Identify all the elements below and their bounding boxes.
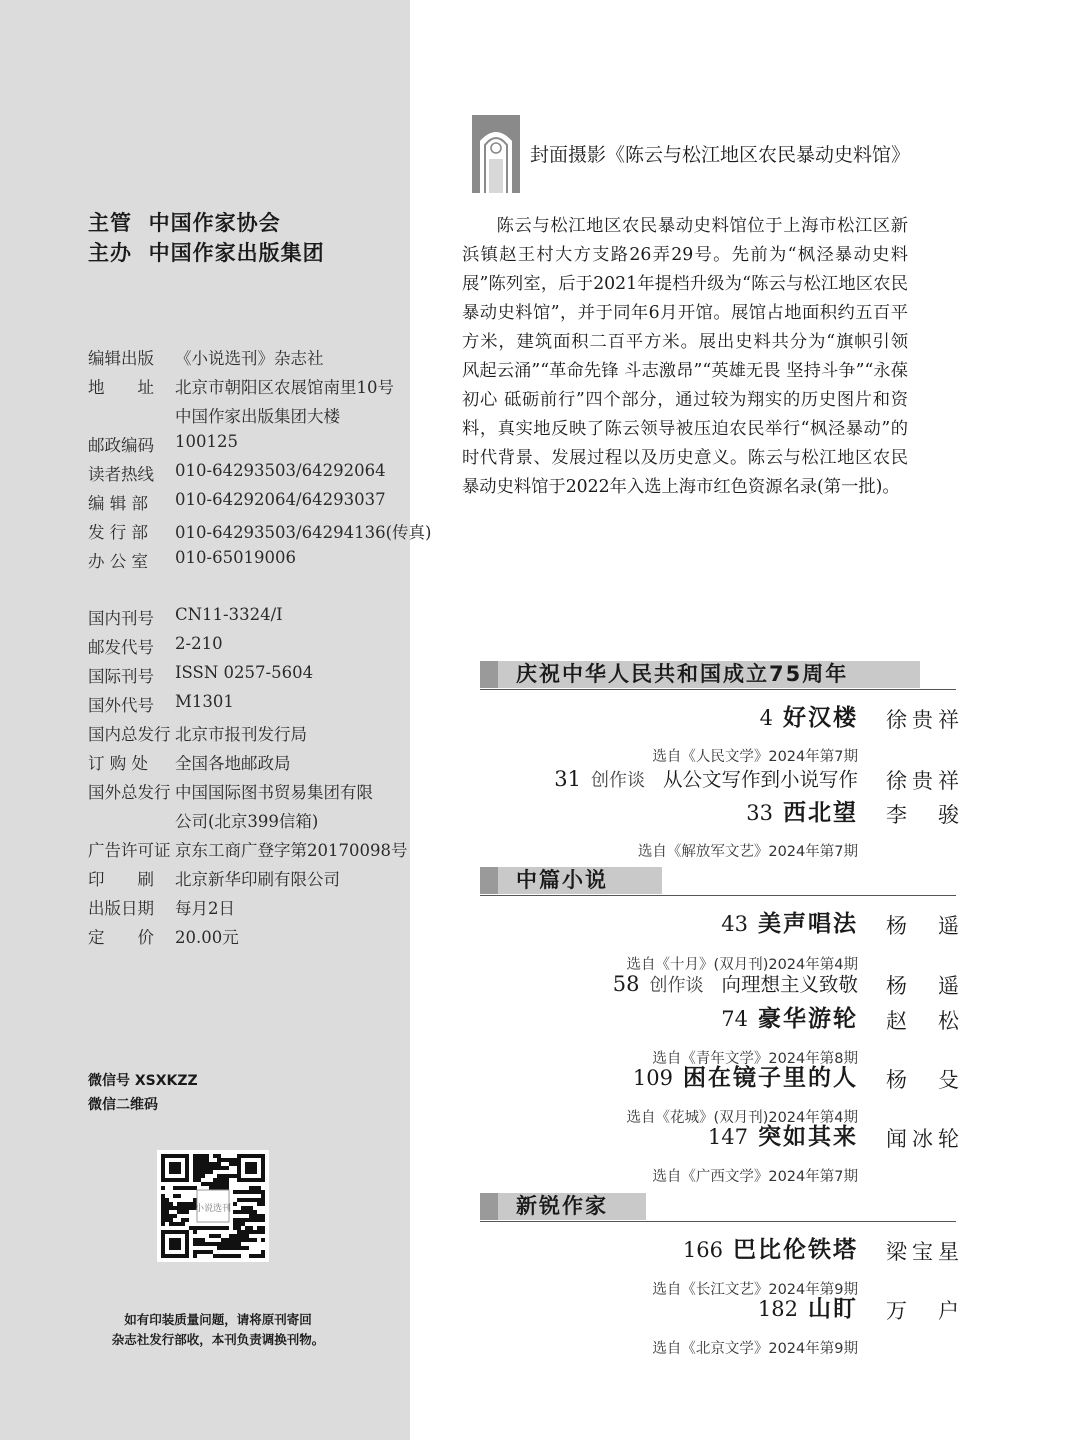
quality-notice-line1: 如有印装质量问题，请将原刊寄回: [124, 1312, 312, 1327]
toc-entry-title: 从公文写作到小说写作: [662, 768, 858, 791]
toc-entry-title: 美声唱法: [758, 911, 858, 937]
section-title: 中篇小说: [516, 868, 608, 892]
toc-entry-author: 李 骏: [886, 803, 964, 827]
toc-entry-source: 选自《人民文学》2024年第7期: [652, 749, 858, 765]
info-label: 编辑出版: [88, 349, 154, 368]
toc-entry-title: 巴比伦铁塔: [733, 1237, 858, 1263]
section-header-bar: [480, 1193, 646, 1220]
toc-entry-author: 杨 殳: [886, 1068, 964, 1092]
toc-page-number: 147: [707, 1125, 748, 1149]
toc-entry-title: 向理想主义致敬: [721, 973, 858, 996]
toc-entry-main: [760, 701, 858, 737]
toc-entry-title: 西北望: [783, 800, 858, 826]
toc-entry-main: [683, 1233, 858, 1269]
info-value: 100125: [175, 432, 238, 451]
info-value: 010-65019006: [175, 548, 297, 567]
toc-page-number: 74: [721, 1007, 748, 1031]
toc-entry-author: 闻冰轮: [886, 1127, 964, 1151]
info-label: 国外总发行: [88, 783, 171, 802]
masthead-panel: [0, 0, 432, 1440]
info-label: 邮发代号: [88, 638, 154, 657]
info-label: 国际刊号: [88, 667, 154, 686]
info-label: 国内刊号: [88, 609, 154, 628]
info-value: 010-64292064/64293037: [175, 490, 386, 509]
info-label: 订 购 处: [88, 754, 148, 773]
toc-entry: [480, 1235, 964, 1269]
info-value: ISSN 0257-5604: [175, 663, 314, 682]
info-label: 定 价: [88, 928, 154, 947]
toc-page-number: 43: [721, 912, 748, 936]
info-label: 编 辑 部: [88, 494, 148, 513]
info-value: 中国作家出版集团大楼: [175, 407, 340, 426]
toc-entry-source: 选自《解放军文艺》2024年第7期: [637, 844, 858, 860]
toc-entry-title: 山盯: [808, 1296, 858, 1322]
toc-entry-source: 选自《十月》(双月刊)2024年第4期: [626, 957, 858, 973]
info-label: 地 址: [88, 378, 154, 397]
toc-entry: [480, 1063, 964, 1097]
info-label: 读者热线: [88, 465, 154, 484]
toc-entry-main: [613, 967, 858, 1003]
toc-entry-author: 赵 松: [886, 1009, 964, 1033]
sponsor-line: 主办 中国作家出版集团: [88, 241, 325, 265]
toc-entry-title: 好汉楼: [783, 705, 858, 731]
wechat-id: 微信号 XSXKZZ: [88, 1073, 198, 1089]
toc-page-number: 166: [682, 1238, 723, 1262]
section-title: 庆祝中华人民共和国成立75周年: [516, 662, 849, 686]
qr-logo-text: 小说选刊: [194, 1204, 232, 1214]
toc-entry-author: 杨 遥: [886, 974, 964, 998]
toc-entry-main: [633, 1061, 858, 1097]
toc-entry-author: 梁宝星: [886, 1240, 964, 1264]
toc-entry-source: 选自《花城》(双月刊)2024年第4期: [626, 1110, 858, 1126]
toc-entry-title: 突如其来: [758, 1124, 858, 1150]
info-value: 010-64293503/64292064: [175, 461, 386, 480]
section-header: [480, 1193, 956, 1222]
toc-entry: [480, 764, 964, 798]
info-value: 2-210: [175, 634, 223, 653]
info-value: CN11-3324/I: [175, 605, 283, 624]
toc-entry-source: 选自《长江文艺》2024年第9期: [652, 1282, 858, 1298]
toc-entry-author: 徐贵祥: [886, 708, 964, 732]
toc-page-number: 31: [554, 767, 581, 791]
toc-page-number: 109: [632, 1066, 673, 1090]
toc-entry-source: 选自《广西文学》2024年第7期: [652, 1169, 858, 1185]
supervisor-line: 主管 中国作家协会: [88, 211, 281, 235]
toc-entry-kind: 创作谈: [590, 770, 645, 791]
info-label: 国外代号: [88, 696, 154, 715]
section-header-stripe: [480, 661, 498, 688]
toc-entry-main: [758, 1292, 858, 1328]
toc-entry: [480, 1004, 964, 1038]
cover-photo-description: 陈云与松江地区农民暴动史料馆位于上海市松江区新浜镇赵王村大方支路26弄29号。先前为“枫泾暴动史料展”陈列室，后于2021年提档升级为“陈云与松江地区农民暴动史料馆”，并于同年6月开馆。展馆占地面积约五百平方米，建筑面积二百平方米。展出史料共分为“旗帜引领 风起云涌”“革命先锋 斗志激昂”“英雄无畏 坚持斗争”“永葆初心 砥砺前行”四个部分，通过较为翔实的历史图片和资料，真实地反映了陈云领导被压迫农民举行“枫泾暴动”的时代背景、发展过程以及历史意义。陈云与松江地区农民暴动史料馆于2022年入选上海市红色资源名录(第一批)。: [462, 216, 908, 497]
qr-code-icon: [157, 1150, 269, 1262]
info-value: 每月2日: [175, 899, 235, 918]
section-header-bar: [480, 661, 920, 688]
toc-entry-main: [721, 907, 858, 943]
toc-entry-main: [746, 796, 858, 832]
info-label: 国内总发行: [88, 725, 171, 744]
toc-entry-author: 徐贵祥: [886, 769, 964, 793]
toc-entry-source: 选自《北京文学》2024年第9期: [652, 1341, 858, 1357]
info-value: 010-64293503/64294136(传真): [175, 523, 432, 542]
section-header: [480, 867, 956, 896]
info-value: M1301: [175, 692, 234, 711]
toc-entry: [480, 969, 964, 1003]
wechat-qr-label: 微信二维码: [88, 1097, 158, 1113]
info-label: 办 公 室: [88, 552, 148, 571]
toc-entry: [480, 798, 964, 832]
toc-entry-main: [721, 1002, 858, 1038]
info-value: 20.00元: [175, 928, 239, 947]
info-value: 北京市朝阳区农展馆南里10号: [175, 378, 394, 397]
info-value: 京东工商广登字第20170098号: [175, 841, 408, 860]
toc-entry-main: [708, 1120, 858, 1156]
toc-entry-source: 选自《青年文学》2024年第8期: [652, 1051, 858, 1067]
toc-entry: [480, 703, 964, 737]
cover-photo-title: 封面摄影《陈云与松江地区农民暴动史料馆》: [530, 144, 911, 166]
info-label: 印 刷: [88, 870, 154, 889]
info-label: 广告许可证: [88, 841, 171, 860]
section-title: 新锐作家: [516, 1194, 608, 1218]
info-value: 公司(北京399信箱): [175, 812, 319, 831]
memorial-gate-icon: [472, 115, 520, 193]
quality-notice-line2: 杂志社发行部收，本刊负责调换刊物。: [111, 1332, 325, 1347]
toc-page-number: 4: [759, 706, 773, 730]
section-header-stripe: [480, 867, 498, 894]
toc-page-number: 33: [746, 801, 773, 825]
toc-entry-title: 豪华游轮: [758, 1006, 858, 1032]
toc-entry-kind: 创作谈: [649, 975, 704, 996]
toc-entry-author: 杨 遥: [886, 914, 964, 938]
toc-page-number: 182: [757, 1297, 798, 1321]
info-value: 北京新华印刷有限公司: [175, 870, 340, 889]
toc-entry: [480, 1122, 964, 1156]
section-header-bar: [480, 867, 662, 894]
toc-entry-title: 困在镜子里的人: [683, 1065, 858, 1091]
section-header: [480, 661, 956, 690]
toc-entry: [480, 1294, 964, 1328]
section-header-stripe: [480, 1193, 498, 1220]
toc-entry: [480, 909, 964, 943]
info-label: 发 行 部: [88, 523, 148, 542]
toc-page-number: 58: [612, 972, 640, 996]
info-value: 《小说选刊》杂志社: [175, 349, 324, 368]
info-value: 北京市报刊发行局: [175, 725, 307, 744]
info-label: 出版日期: [88, 899, 154, 918]
info-value: 全国各地邮政局: [175, 754, 291, 773]
toc-entry-main: [554, 762, 858, 798]
toc-entry-author: 万 户: [886, 1299, 964, 1323]
info-label: 邮政编码: [88, 436, 154, 455]
info-value: 中国国际图书贸易集团有限: [175, 783, 373, 802]
